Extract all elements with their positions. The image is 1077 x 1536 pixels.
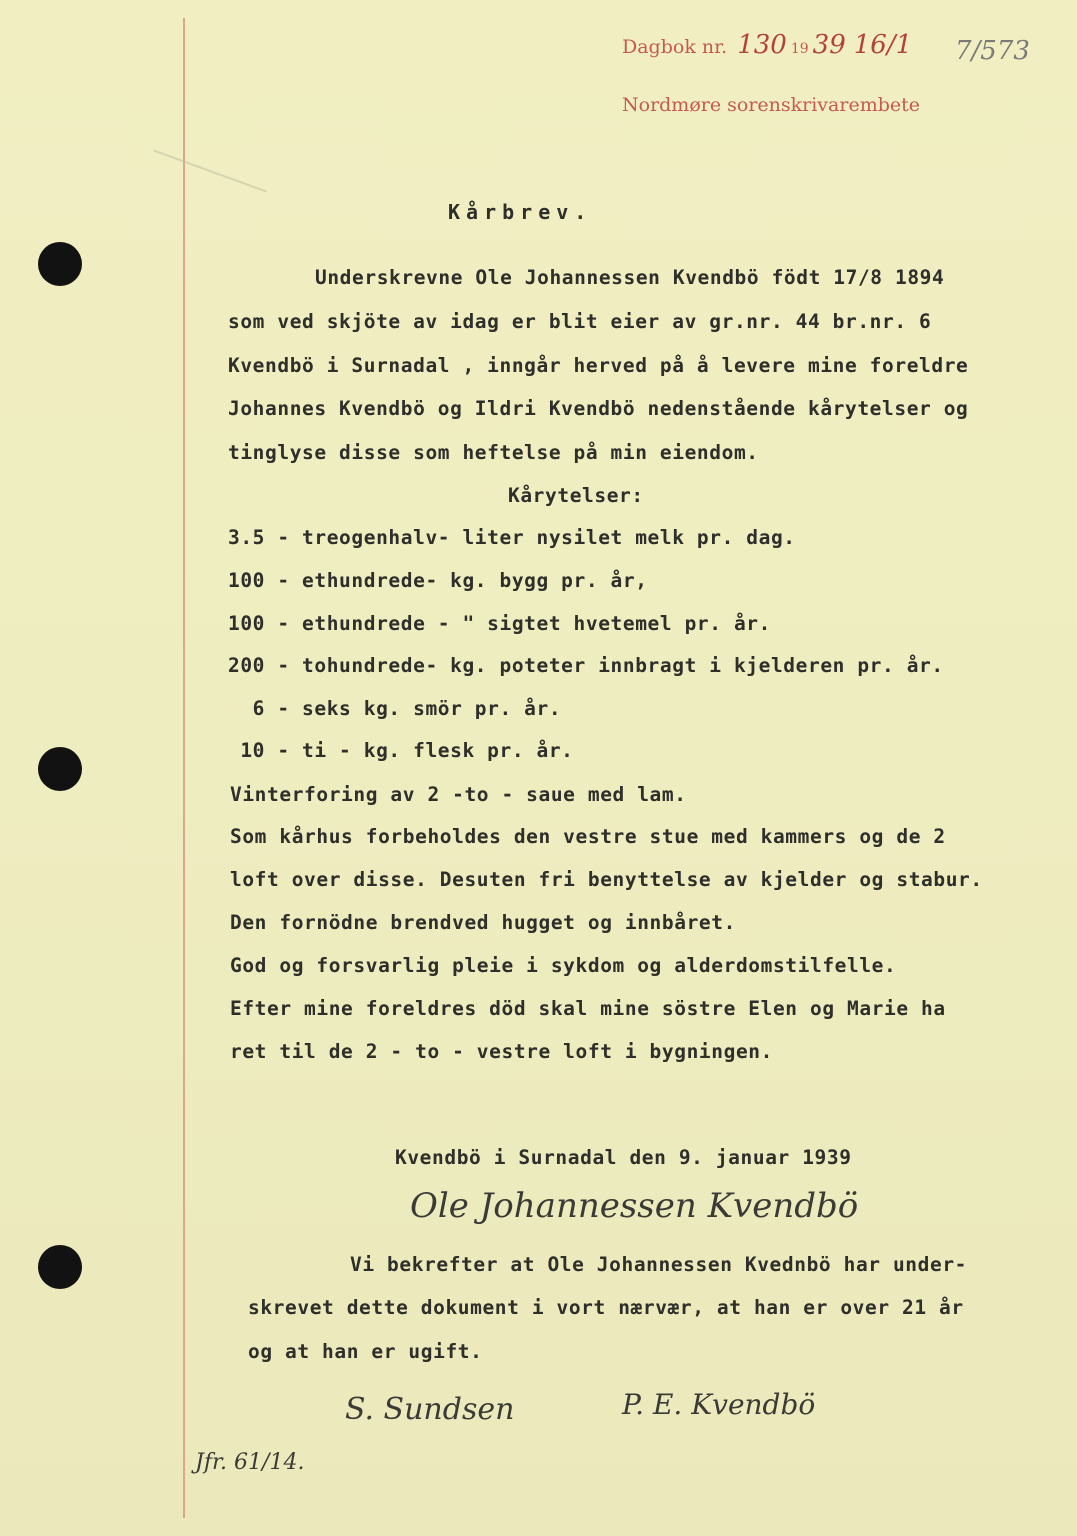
intro-line: tinglyse disse som heftelse på min eiendom. xyxy=(228,441,759,464)
intro-line: Johannes Kvendbö og Ildri Kvendbö nedenstående kårytelser og xyxy=(228,397,969,420)
benefit-line: 3.5 - treogenhalv- liter nysilet melk pr. dag. xyxy=(228,526,796,549)
stamp-number: 130 xyxy=(737,30,787,60)
witness-signature-2: P. E. Kvendbö xyxy=(622,1388,816,1421)
punch-hole-top xyxy=(38,242,82,286)
intro-line: Kvendbö i Surnadal , inngår herved på å levere mine foreldre xyxy=(228,354,969,377)
benefits-heading: Kårytelser: xyxy=(508,484,644,507)
owner-signature: Ole Johannessen Kvendbö xyxy=(410,1186,859,1226)
stamp-date: 16/1 xyxy=(853,30,913,60)
condition-line: Vinterforing av 2 -to - saue med lam. xyxy=(230,783,687,806)
condition-line: Som kårhus forbeholdes den vestre stue med kammers og de 2 xyxy=(230,825,946,848)
benefit-line: 200 - tohundrede- kg. poteter innbragt i kjelderen pr. år. xyxy=(228,654,944,677)
document-title: Kårbrev. xyxy=(448,200,593,224)
witness-line: Vi bekrefter at Ole Johannessen Kvednbö har under- xyxy=(350,1253,967,1276)
benefit-line: 100 - ethundrede - " sigtet hvetemel pr. år. xyxy=(228,612,771,635)
intro-line: Underskrevne Ole Johannessen Kvendbö födt 17/8 1894 xyxy=(315,266,945,289)
benefit-line: 6 - seks kg. smör pr. år. xyxy=(228,697,562,720)
benefit-line: 10 - ti - kg. flesk pr. år. xyxy=(228,739,574,762)
witness-line: skrevet dette dokument i vort nærvær, at han er over 21 år xyxy=(248,1296,964,1319)
stamp-label: Dagbok nr. xyxy=(622,36,728,58)
condition-line: loft over disse. Desuten fri benyttelse av kjelder og stabur. xyxy=(230,868,983,891)
place-date: Kvendbö i Surnadal den 9. januar 1939 xyxy=(395,1146,852,1169)
margin-note: Jfr. 61/14. xyxy=(195,1450,305,1475)
condition-line: God og forsvarlig pleie i sykdom og alderdomstilfelle. xyxy=(230,954,897,977)
journal-stamp xyxy=(622,30,916,60)
stamp-year-prefix: 19 xyxy=(790,41,809,57)
punch-hole-bottom xyxy=(38,1245,82,1289)
condition-line: Efter mine foreldres död skal mine söstre Elen og Marie ha xyxy=(230,997,946,1020)
folio-number: 7/573 xyxy=(955,36,1030,66)
margin-rule xyxy=(183,18,185,1518)
stamp-year: 39 xyxy=(812,30,846,60)
scan-smudge xyxy=(153,150,266,193)
witness-signature-1: S. Sundsen xyxy=(345,1392,515,1427)
condition-line: Den fornödne brendved hugget og innbåret. xyxy=(230,911,736,934)
condition-line: ret til de 2 - to - vestre loft i bygningen. xyxy=(230,1040,773,1063)
stamp-office: Nordmøre sorenskrivarembete xyxy=(622,94,920,116)
intro-line: som ved skjöte av idag er blit eier av gr.nr. 44 br.nr. 6 xyxy=(228,310,932,333)
punch-hole-middle xyxy=(38,747,82,791)
benefit-line: 100 - ethundrede- kg. bygg pr. år, xyxy=(228,569,648,592)
witness-line: og at han er ugift. xyxy=(248,1340,483,1363)
